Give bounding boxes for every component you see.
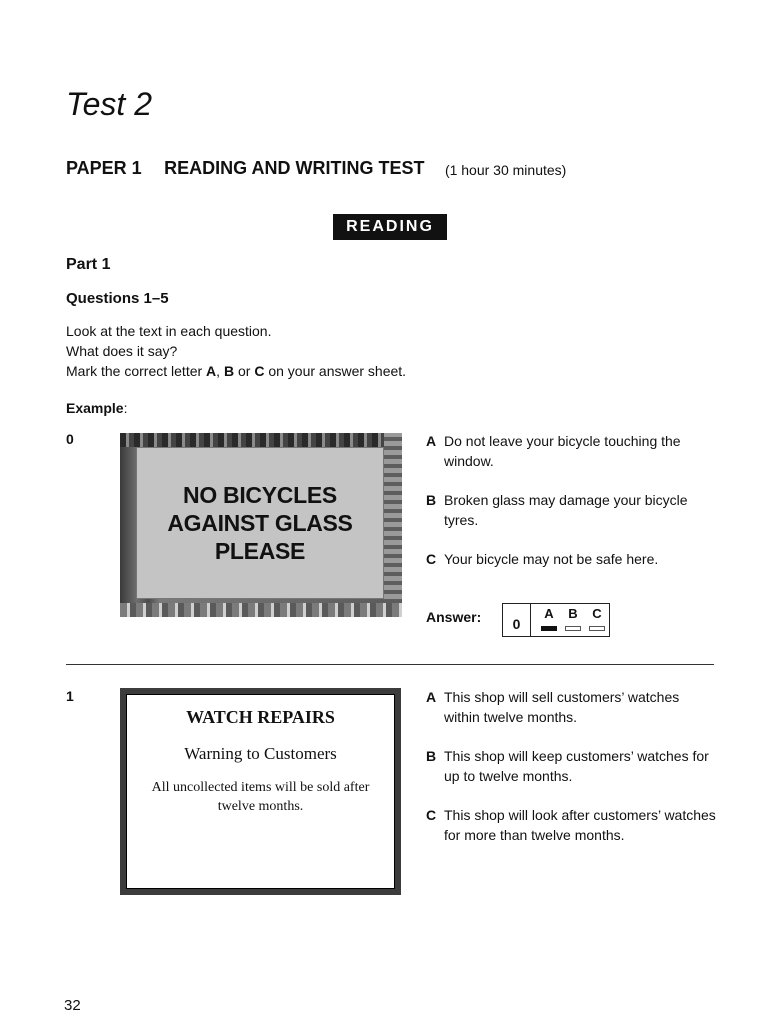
- questions-heading: Questions 1–5: [66, 290, 169, 307]
- instruction-line-3: Mark the correct letter A, B or C on your answer sheet.: [66, 363, 407, 379]
- example-options: [426, 431, 716, 569]
- answer-letters: [537, 606, 609, 621]
- paper-number: PAPER 1: [66, 158, 142, 178]
- answer-mark-b: [565, 626, 581, 631]
- option-b: B Broken glass may damage your bicycle tyres.: [426, 492, 688, 528]
- question1-options: [426, 687, 718, 845]
- sign-line: NO BICYCLES: [183, 482, 337, 508]
- test-title: Test 2: [66, 86, 152, 122]
- divider: [66, 664, 714, 665]
- sign-photo: [120, 433, 402, 617]
- page-number: 32: [64, 997, 81, 1014]
- answer-letter-a: A: [544, 606, 554, 621]
- option-c: C This shop will look after customers’ watches for more than twelve months.: [426, 807, 716, 843]
- notice-body: All uncollected items will be sold after twelve months.: [151, 780, 370, 814]
- sign-text: [136, 447, 384, 599]
- instruction-line-2: What does it say?: [66, 343, 178, 359]
- instruction-line-1: Look at the text in each question.: [66, 323, 272, 339]
- answer-mark-a: [541, 626, 557, 631]
- paper-heading: [66, 158, 566, 179]
- notice-subtitle: Warning to Customers: [184, 744, 337, 763]
- answer-label: Answer:: [426, 609, 482, 625]
- answer-marks: [537, 626, 609, 644]
- notice-title: WATCH REPAIRS: [186, 707, 335, 727]
- part-title: Part 1: [66, 256, 111, 273]
- answer-mark-c: [589, 626, 605, 631]
- answer-number: 0: [503, 604, 531, 636]
- answer-letter-c: C: [592, 606, 602, 621]
- paper-name: READING AND WRITING TEST: [164, 158, 425, 178]
- instructions: [66, 321, 406, 381]
- answer-letter-b: B: [568, 606, 578, 621]
- paper-duration: (1 hour 30 minutes): [444, 162, 567, 178]
- example-label: Example:: [66, 400, 128, 416]
- option-b: B This shop will keep customers’ watches for up to twelve months.: [426, 748, 709, 784]
- watch-repairs-notice: [120, 688, 401, 895]
- sign-line: PLEASE: [214, 538, 306, 564]
- answer-box: [502, 603, 610, 637]
- option-c: C Your bicycle may not be safe here.: [426, 551, 659, 567]
- option-a: A Do not leave your bicycle touching the window.: [426, 433, 681, 469]
- sign-line: AGAINST GLASS: [167, 510, 353, 536]
- section-label: READING: [333, 214, 447, 240]
- example-number: 0: [66, 431, 74, 447]
- option-a: A This shop will sell customers’ watches within twelve months.: [426, 689, 680, 725]
- question-number: 1: [66, 688, 74, 704]
